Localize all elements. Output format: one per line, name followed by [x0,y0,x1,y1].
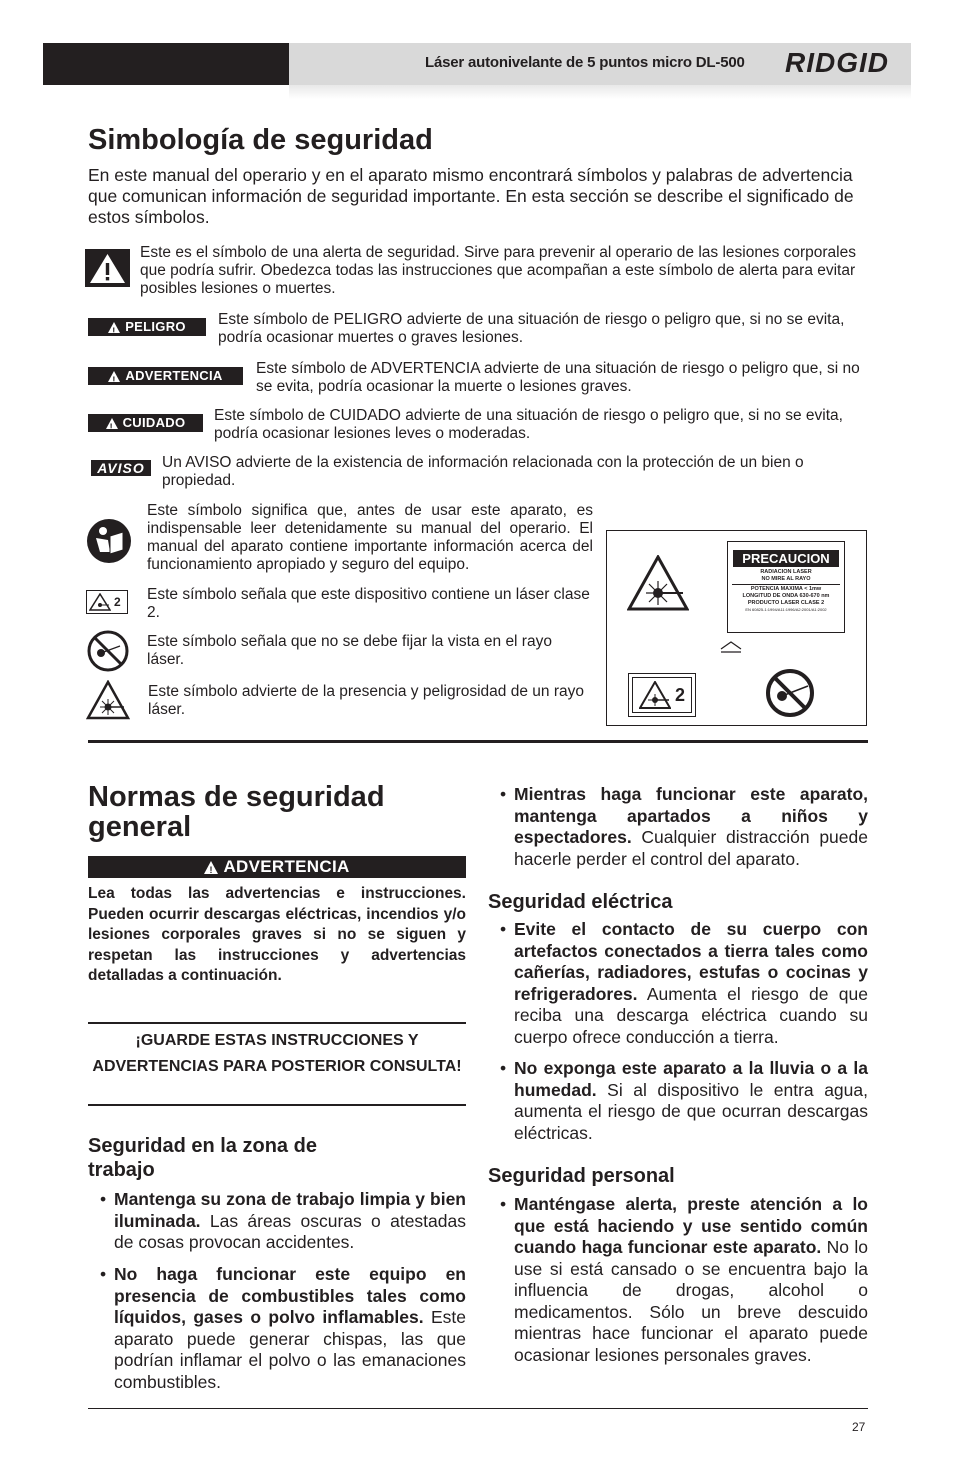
label-class2-starburst-icon [639,681,671,709]
zona-b1-bold: Mantenga su zona de trabajo limpia y bien iluminada. [114,1189,466,1231]
header-black-band [43,43,289,85]
zona-b2-rest: Este aparato puede generar chispas, las que podrían inflamar el polvo o las emanaciones combustibles. [114,1307,466,1392]
pers-b1-bold: Manténgase alerta, preste atención a lo que está haciendo y use sentido común cuando haga funcionar este aparato. [514,1194,868,1257]
zona-bullet-1: • Mantenga su zona de trabajo limpia y bien iluminada. Las áreas oscuras o atestadas de cosas provocan accidentes. [100,1189,466,1252]
zona-b2-bold: No haga funcionar este equipo en presencia de combustibles tales como líquidos, gases o polvo inflamables. [114,1264,466,1327]
elec-b1-bold: Evite el contacto de su cuerpo con artefactos conectados a tierra tales como cañerías, radiadores, estufas o cocinas y refrigeradores. [514,919,868,1004]
warning-triangle-icon [108,322,120,333]
laser-warning-icon [86,680,130,720]
zona-bullet-3: • Mientras haga funcionar este aparato, mantenga apartados a niños y espectadores. Cualquier distracción puede hacerle perder el control del aparato. [500,784,868,869]
class2-description: Este símbolo señala que este dispositivo contiene un láser clase 2. [147,586,590,621]
section-title-normas: Normas de seguridad general [88,781,385,843]
cuidado-description: Este símbolo de CUIDADO advierte de una situación de riesgo o peligro que, si no se evita, podría ocasionar lesiones leves o moderadas. [214,407,843,442]
guarde-bottom-rule [88,1104,466,1106]
zona-b1-rest: Las áreas oscuras o atestadas de cosas provocan accidentes. [114,1210,466,1252]
page-number: 27 [852,1420,866,1434]
warning-triangle-icon [108,371,120,382]
precaucion-label [727,541,845,633]
label-line-2: NO MIRE AL RAYO [761,576,811,582]
no-stare-icon [86,630,130,672]
aviso-description: Un AVISO advierte de la existencia de información relacionada con la protección de un bien o propiedad. [162,454,804,489]
advertencia-bar-label: ADVERTENCIA [223,857,350,876]
precaucion-head: PRECAUCION [733,550,839,567]
read-manual-icon [86,518,132,564]
peligro-badge [88,318,206,336]
guarde-top-rule [88,1022,466,1024]
label-line-3: POTENCIA MAXIMA < 1mw [750,586,822,592]
label-line-4: LONGITUD DE ONDA 630-670 nm [742,593,830,599]
zona-b3-rest: Cualquier distracción puede hacerle perder el control del aparato. [514,827,868,869]
section-divider [88,740,868,743]
warning-triangle-icon [106,418,118,429]
elec-b2-rest: Si al dispositivo le entra agua, aumenta el riesgo de que ocurran descargas eléctricas. [514,1079,868,1143]
aperture-icon [720,640,742,656]
safety-alert-icon [85,249,130,287]
advertencia-badge [88,367,243,385]
aviso-badge: AVISO [91,460,151,476]
advertencia-bar-badge [88,856,466,878]
personal-heading: Seguridad personal [488,1165,675,1187]
intro-paragraph: En este manual del operario y en el aparato mismo encontrará símbolos y palabras de advertencia que comunican información de seguridad importante. En esta sección se describe el significado de estos símbolos. [88,165,854,227]
laser-description: Este símbolo advierte de la presencia y peligrosidad de un rayo láser. [148,683,584,718]
alert-description: Este es el símbolo de una alerta de seguridad. Sirve para prevenir al operario de las lesiones corporales que podría sufrir. Obedezca todas las instrucciones que acompañan a este símbolo de alerta para evitar posibles lesiones o muertes. [140,244,856,297]
elec-bullet-2: • No exponga este aparato a la lluvia o a la humedad. Si al dispositivo le entra agua, aumenta el riesgo de que ocurran descargas eléctricas. [500,1058,868,1143]
warning-triangle-icon [204,861,218,874]
label-class2-inner [632,677,692,713]
label-no-stare-icon [764,668,816,718]
peligro-label: PELIGRO [125,319,186,334]
section-title-simbologia: Simbología de seguridad [88,124,433,156]
laser-class2-icon [86,590,128,614]
header-shadow [289,85,911,99]
label-class2-icon [628,673,696,717]
class2-number: 2 [114,595,121,609]
nostare-description: Este símbolo señala que no se debe fijar la vista en el rayo láser. [147,633,552,668]
elec-b2-bold: No exponga este aparato a la lluvia o a la humedad. [514,1058,868,1100]
cuidado-badge [88,414,203,432]
laser-starburst-icon [89,593,111,611]
pers-b1-rest: No lo use si está cansado o se encuentra bajo la influencia de drogas, alcohol o medicamentos. Sólo un breve descuido mientras hace funcionar el aparato puede ocasionar lesiones personales graves. [514,1237,868,1365]
electrica-heading: Seguridad eléctrica [488,891,673,913]
footer-rule [88,1408,868,1409]
peligro-description: Este símbolo de PELIGRO advierte de una situación de riesgo o peligro que, si no se evita, podría ocasionar muertes o graves lesiones. [218,311,845,346]
label-line-5: PRODUCTO LASER CLASE 2 [747,600,825,606]
general-warning-text: Lea todas las advertencias e instrucciones. Pueden ocurrir descargas eléctricas, incendios y/o lesiones corporales graves si no se siguen y respetan las instrucciones y advertencias detalladas a continuación. [88,885,466,984]
ridgid-logo: RIDGID [785,47,889,78]
pers-bullet-1: • Manténgase alerta, preste atención a lo que está haciendo y use sentido común cuando haga funcionar este aparato. No lo use si está cansado o se encuentra bajo la influencia de drogas, alcohol o medicamentos. Sólo un breve descuido mientras hace funcionar el aparato puede ocasionar lesiones personales graves. [500,1194,868,1365]
zona-b3-bold: Mientras haga funcionar este aparato, mantenga apartados a niños y espectadores. [514,784,868,847]
label-line-6: EN 60825-1:1994/A11:1996/A2:2001/A1:2002 [745,607,827,612]
advertencia-label: ADVERTENCIA [125,368,223,383]
zona-bullet-2: • No haga funcionar este equipo en presencia de combustibles tales como líquidos, gases o polvo inflamables. Este aparato puede generar chispas, las que podrían inflamar el polvo o las emanaciones combustibles. [100,1264,466,1392]
advertencia-description: Este símbolo de ADVERTENCIA advierte de una situación de riesgo o peligro que, si no se evita, podría ocasionar la muerte o lesiones graves. [256,360,860,395]
elec-b1-rest: Aumenta el riesgo de que reciba una descarga eléctrica cuando su cuerpo ofrece conducción a tierra. [514,983,868,1047]
advertencia-bar [88,856,466,878]
elec-bullet-1: • Evite el contacto de su cuerpo con artefactos conectados a tierra tales como cañerías, radiadores, estufas o cocinas y refrigeradores. Aumenta el riesgo de que reciba una descarga eléctrica cuando su cuerpo ofrece conducción a tierra. [500,919,868,1047]
cuidado-label: CUIDADO [122,415,186,430]
header-title: Láser autonivelante de 5 puntos micro DL-500 [425,54,745,71]
label-class2-number: 2 [674,684,685,705]
manual-description: Este símbolo significa que, antes de usar este aparato, es indispensable leer detenidamente su manual del operario. El manual del aparato contiene importante información acerca del funcionamiento apropiado y seguro del equipo. [147,502,593,573]
zona-heading: Seguridad en la zona de trabajo [88,1135,317,1181]
guarde-instructions: ¡GUARDE ESTAS INSTRUCCIONES Y ADVERTENCIAS PARA POSTERIOR CONSULTA! [92,1032,462,1075]
label-laser-warning-icon [627,555,689,611]
label-line-1: RADIACION LASER [760,569,812,575]
